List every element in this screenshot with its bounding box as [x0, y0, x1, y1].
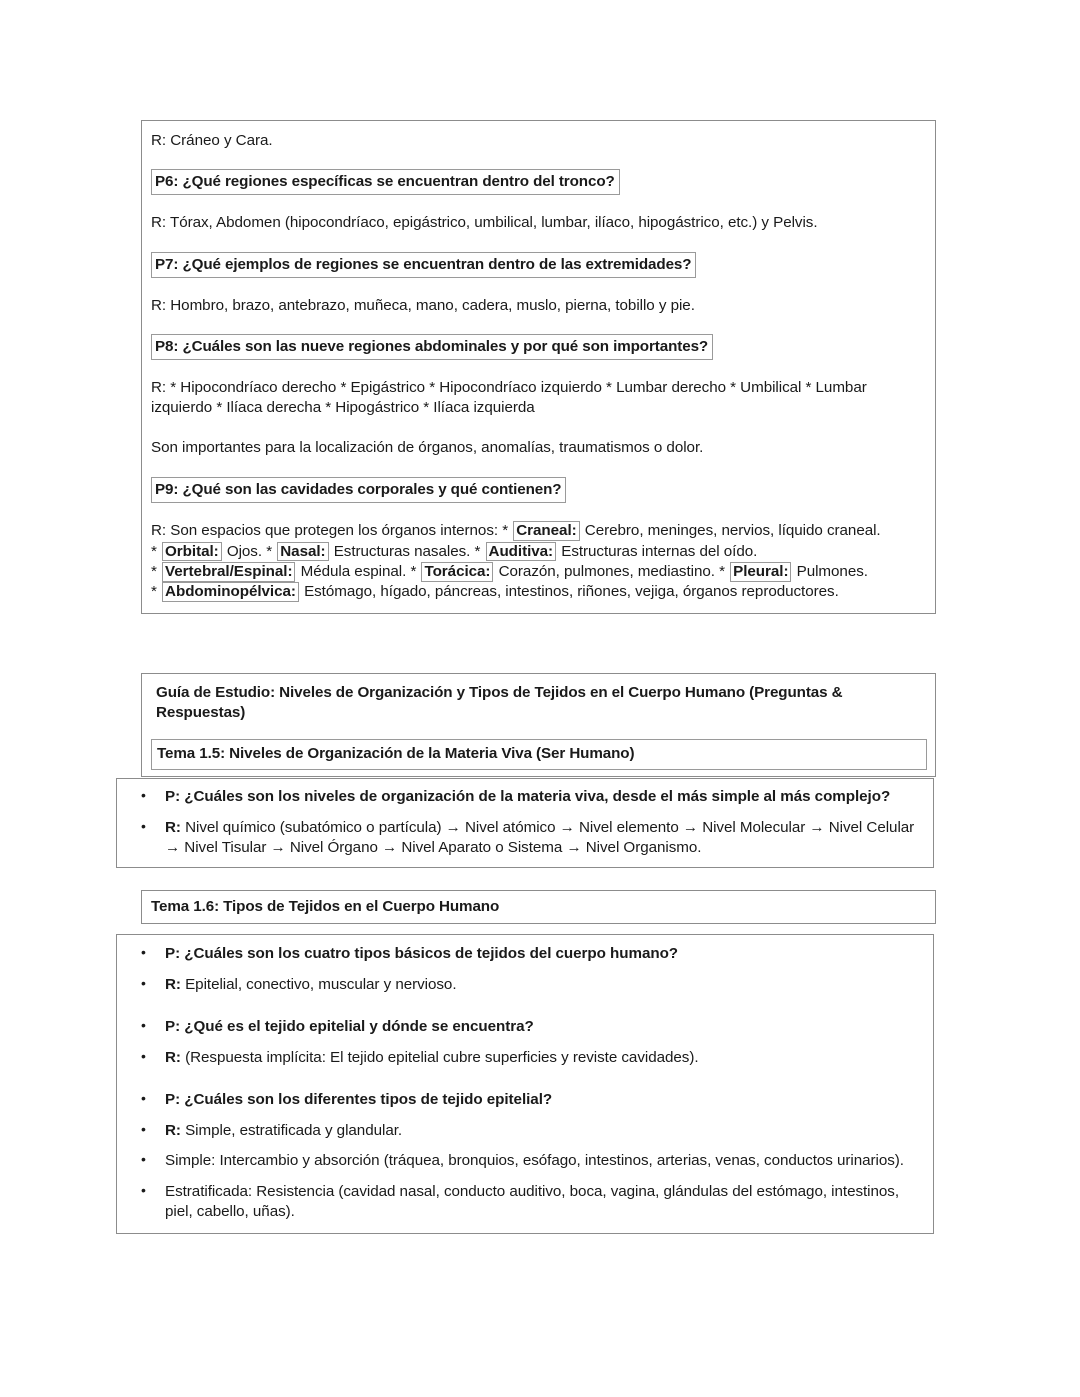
question-p9-heading: P9: ¿Qué son las cavidades corporales y qué contienen? [151, 477, 566, 503]
term-orbital: Orbital: [162, 542, 222, 562]
tema-1-5-bullets-card [116, 778, 934, 868]
desc-nasal: Estructuras nasales. [333, 542, 471, 560]
bullet-prefix: R: [165, 1121, 181, 1139]
list-item [165, 818, 923, 859]
bullet-list-tema-16 [117, 944, 923, 1223]
bullet-text: Simple: Intercambio y absorción (tráquea, bronquios, esófago, intestinos, arterias, venas, conductos urinarios). [165, 1152, 904, 1170]
p9-intro-text: R: Son espacios que protegen los órganos internos: * [151, 522, 509, 540]
term-pleural: Pleural: [730, 562, 791, 582]
answer-p7: R: Hombro, brazo, antebrazo, muñeca, mano, cadera, muslo, pierna, tobillo y pie. [151, 296, 695, 314]
p9-asterisk-2b: * [266, 542, 273, 560]
list-item [165, 787, 923, 808]
question-p8-heading: P8: ¿Cuáles son las nueve regiones abdominales y por qué son importantes? [151, 334, 713, 360]
bullet-list-tema-15 [117, 787, 923, 859]
p9-asterisk-3b: * [410, 562, 417, 580]
bullet-prefix: P: [165, 945, 181, 962]
desc-abdominopelvica: Estómago, hígado, páncreas, intestinos, riñones, vejiga, órganos reproductores. [304, 583, 839, 601]
bullet-text: ¿Cuáles son los niveles de organización de la materia viva, desde el más simple al más complejo? [180, 788, 891, 805]
study-guide-title: Guía de Estudio: Niveles de Organización y Tipos de Tejidos en el Cuerpo Humano (Preguntas & Respuestas) [156, 684, 843, 722]
list-item [165, 944, 923, 965]
bullet-text: ¿Cuáles son los diferentes tipos de tejido epitelial? [180, 1091, 553, 1109]
p9-line-4 [151, 582, 927, 602]
list-item [165, 1121, 923, 1142]
bullet-prefix: R: [165, 975, 181, 993]
answer-p6: R: Tórax, Abdomen (hipocondríaco, epigástrico, umbilical, lumbar, ilíaco, hipogástrico, etc.) y Pelvis. [151, 214, 818, 232]
tema-1-5-heading: Tema 1.5: Niveles de Organización de la Materia Viva (Ser Humano) [151, 739, 927, 770]
term-craneal: Craneal: [513, 521, 579, 541]
list-item [165, 1090, 923, 1111]
bullet-prefix: R: [165, 1048, 181, 1066]
p9-asterisk-2c: * [474, 542, 481, 560]
bullet-text: Estratificada: Resistencia (cavidad nasal, conducto auditivo, boca, vagina, glándulas del estómago, intestinos, piel, cabello, uñas). [165, 1182, 900, 1221]
study-guide-card [141, 673, 936, 777]
desc-pleural: Pulmones. [796, 562, 868, 580]
desc-vertebral-espinal: Médula espinal. [300, 562, 407, 580]
bullet-text: (Respuesta implícita: El tejido epitelial cubre superficies y reviste cavidades). [180, 1048, 699, 1066]
bullet-prefix: R: [165, 818, 181, 836]
p9-asterisk-3c: * [719, 562, 725, 580]
bullet-text: Epitelial, conectivo, muscular y nervioso. [180, 975, 457, 993]
desc-auditiva: Estructuras internas del oído. [561, 542, 758, 560]
list-item [165, 975, 923, 996]
list-item [165, 1048, 923, 1069]
bullet-text: ¿Cuáles son los cuatro tipos básicos de tejidos del cuerpo humano? [180, 945, 679, 962]
desc-craneal: Cerebro, meninges, nervios, líquido craneal. [584, 522, 881, 540]
question-p6-heading: P6: ¿Qué regiones específicas se encuentran dentro del tronco? [151, 169, 620, 195]
answer-cranio-cara: R: Cráneo y Cara. [151, 132, 273, 149]
p9-asterisk-4: * [151, 583, 157, 601]
list-item [165, 1151, 923, 1172]
bullet-text: Simple, estratificada y glandular. [180, 1121, 403, 1139]
p9-line-3 [151, 562, 927, 582]
bullet-prefix: P: [165, 1018, 181, 1036]
p9-line-2 [151, 542, 927, 562]
desc-toracica: Corazón, pulmones, mediastino. [498, 562, 715, 580]
term-vertebral-espinal: Vertebral/Espinal: [162, 562, 295, 582]
bullet-text: ¿Qué es el tejido epitelial y dónde se encuentra? [180, 1018, 534, 1036]
bullet-prefix: P: [165, 1091, 181, 1109]
bullet-text: Nivel químico (subatómico o partícula) → Nivel atómico → Nivel elemento → Nivel Molecular → Nivel Celular → Nivel Tisular → Nivel Órgano → Nivel Aparato o Sistema → Nivel Organismo. [165, 818, 915, 857]
tema-1-6-bullets-card [116, 934, 934, 1234]
term-auditiva: Auditiva: [486, 542, 557, 562]
term-toracica: Torácica: [421, 562, 493, 582]
desc-orbital: Ojos. [226, 542, 263, 560]
bullet-prefix: P: [165, 788, 181, 805]
term-nasal: Nasal: [277, 542, 328, 562]
tema-1-6-heading-card [141, 890, 936, 924]
list-item [165, 1017, 923, 1038]
p9-asterisk-3: * [151, 562, 157, 580]
answer-p8-note: Son importantes para la localización de órganos, anomalías, traumatismos o dolor. [151, 438, 704, 456]
question-p7-heading: P7: ¿Qué ejemplos de regiones se encuentran dentro de las extremidades? [151, 252, 696, 278]
p9-line-1 [151, 521, 927, 541]
answer-p8: R: * Hipocondríaco derecho * Epigástrico * Hipocondríaco izquierdo * Lumbar derecho * Umbilical * Lumbar izquierdo * Ilíaca derecha * Hipogástrico * Ilíaca izquierda [151, 379, 867, 417]
qa-section-card [141, 120, 936, 614]
term-abdominopelvica: Abdominopélvica: [162, 582, 299, 602]
tema-1-6-heading: Tema 1.6: Tipos de Tejidos en el Cuerpo Humano [151, 898, 500, 915]
list-item [165, 1182, 923, 1223]
answer-p9-cavities [151, 521, 927, 602]
p9-asterisk-2: * [151, 542, 157, 560]
